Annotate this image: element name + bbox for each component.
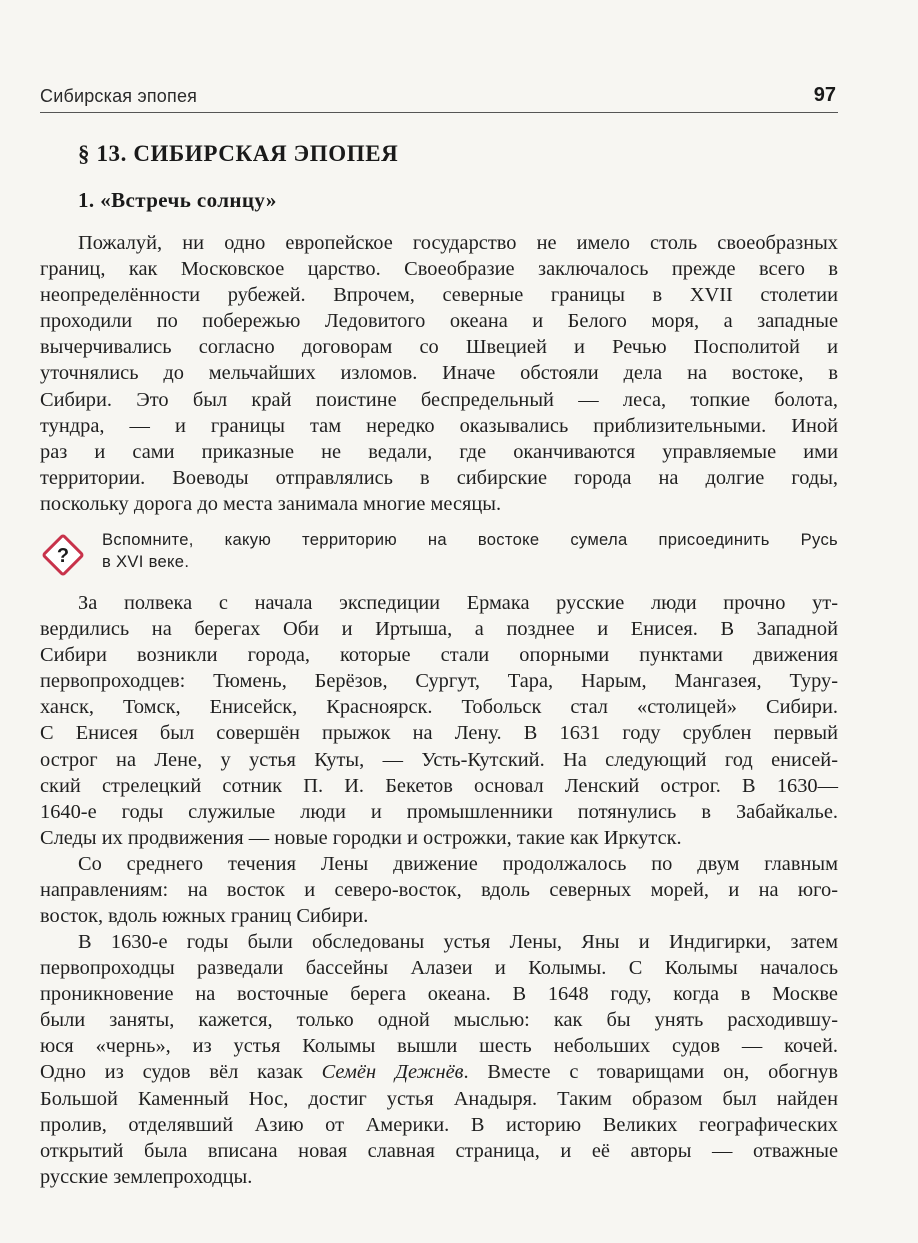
text-line: ский стрелецкий сотник П. И. Бекетов основал Ленский острог. В 1630— bbox=[40, 774, 838, 797]
text-segment: Одно из судов вёл казак bbox=[40, 1061, 322, 1084]
question-text bbox=[102, 529, 838, 573]
text-line: Сибири. Это был край поистине беспредельный — леса, топкие болота, bbox=[40, 388, 838, 411]
paragraph-3 bbox=[40, 851, 838, 929]
page-number: 97 bbox=[813, 84, 836, 106]
text-line: вердились на берегах Оби и Иртыша, а позднее и Енисея. В Западной bbox=[40, 618, 838, 641]
section-title: § 13. СИБИРСКАЯ ЭПОПЕЯ bbox=[78, 141, 399, 166]
text-line: вычерчивались согласно договорам со Швецией и Речью Посполитой и bbox=[40, 336, 838, 359]
question-mark: ? bbox=[56, 545, 70, 567]
text-line: Сибири возникли города, которые стали опорными пунктами движения bbox=[40, 644, 838, 667]
paragraph-2 bbox=[40, 590, 838, 851]
subsection-title: 1. «Встречь солнцу» bbox=[78, 188, 277, 212]
text-line: Пожалуй, ни одно европейское государство не имело столь своеобразных bbox=[78, 232, 838, 254]
text-line: острог на Лене, у устья Куты, — Усть-Кутский. На следующий год енисей- bbox=[40, 748, 838, 771]
page-header bbox=[40, 84, 838, 113]
text-line: границ, как Московское царство. Своеобразие заключалось прежде всего в bbox=[40, 258, 838, 281]
text-line: поскольку дорога до места занимала многие месяцы. bbox=[40, 492, 502, 515]
text-line: За полвека с начала экспедиции Ермака русские люди прочно ут- bbox=[78, 592, 838, 614]
text-line: раз и сами приказные не ведали, где оканчиваются управляемые ими bbox=[40, 440, 838, 463]
text-line: 1640-е годы служилые люди и промышленники потянулись в Забайкалье. bbox=[40, 800, 838, 823]
text-line: неопределённости рубежей. Впрочем, северные границы в XVII столетии bbox=[40, 284, 838, 307]
text-line: Вспомните, какую территорию на востоке сумела присоединить Русь bbox=[102, 530, 838, 549]
text-line: проникновение на восточные берега океана. В 1648 году, когда в Москве bbox=[40, 983, 838, 1006]
text-line: В 1630-е годы были обследованы устья Лены, Яны и Индигирки, затем bbox=[78, 931, 838, 953]
text-line: направлениям: на восток и северо-восток, вдоль северных морей, и на юго- bbox=[40, 879, 838, 902]
text-line: в XVI веке. bbox=[102, 552, 190, 571]
text-line: первопроходцы разведали бассейны Алазеи и Колымы. С Колымы началось bbox=[40, 957, 838, 980]
text-line bbox=[40, 1059, 838, 1085]
question-block bbox=[40, 528, 838, 582]
text-line: проходили по побережью Ледовитого океана и Белого моря, а западные bbox=[40, 310, 838, 333]
running-title: Сибирская эпопея bbox=[40, 86, 198, 106]
text-line: С Енисея был совершён прыжок на Лену. В 1631 году срублен первый bbox=[40, 722, 838, 745]
text-line: ханск, Томск, Енисейск, Красноярск. Тобольск стал «столицей» Сибири. bbox=[40, 696, 838, 719]
text-line: Большой Каменный Нос, достиг устья Анадыря. Таким образом был найден bbox=[40, 1087, 838, 1110]
text-line: территории. Воеводы отправлялись в сибирские города на долгие годы, bbox=[40, 466, 838, 489]
paragraph-1 bbox=[40, 230, 838, 517]
text-line: русские землепроходцы. bbox=[40, 1165, 253, 1188]
question-diamond-icon bbox=[40, 532, 86, 578]
text-line: уточнялись до мельчайших изломов. Иначе обстояли дела на востоке, в bbox=[40, 362, 838, 385]
paragraph-4 bbox=[40, 929, 838, 1190]
text-line: восток, вдоль южных границ Сибири. bbox=[40, 905, 369, 928]
person-name: Семён Дежнёв bbox=[321, 1061, 464, 1084]
text-line: пролив, отделявший Азию от Америки. В историю Великих географических bbox=[40, 1113, 838, 1136]
text-line: Следы их продвижения — новые городки и острожки, такие как Иркутск. bbox=[40, 826, 682, 849]
text-line: были заняты, кажется, только одной мыслью: как бы унять расходившу- bbox=[40, 1009, 838, 1032]
text-line: тундра, — и границы там нередко оказывались приблизительными. Иной bbox=[40, 414, 838, 437]
text-line: первопроходцев: Тюмень, Берёзов, Сургут, Тара, Нарым, Мангазея, Туру- bbox=[40, 670, 838, 693]
text-line: Со среднего течения Лены движение продолжалось по двум главным bbox=[78, 853, 838, 875]
text-line: юся «чернь», из устья Колымы вышли шесть небольших судов — кочей. bbox=[40, 1035, 838, 1058]
text-line: открытий была вписана новая славная страница, и её авторы — отважные bbox=[40, 1139, 838, 1162]
text-segment: . Вместе с товарищами он, обогнув bbox=[463, 1061, 839, 1084]
